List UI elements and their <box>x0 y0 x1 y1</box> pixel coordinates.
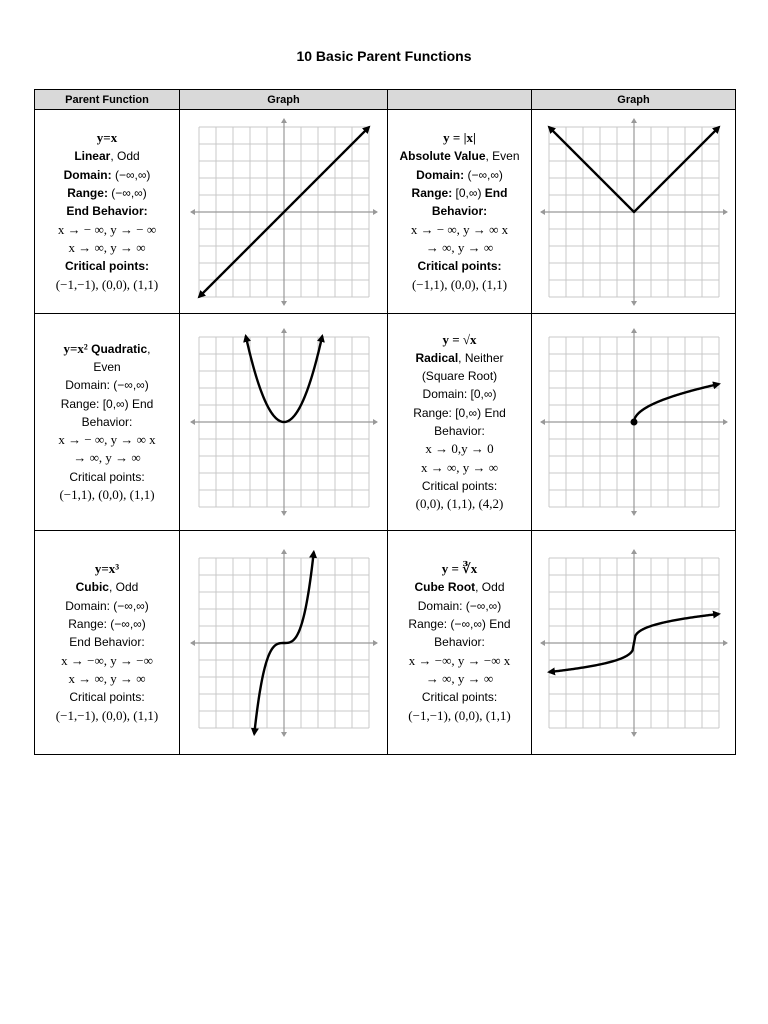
description-line <box>388 385 531 403</box>
function-graph <box>180 314 388 531</box>
description-text: → ∞, y → ∞ <box>425 670 494 686</box>
axis-arrow <box>723 640 728 646</box>
axis-arrow <box>281 118 287 123</box>
axis-arrow <box>281 328 287 333</box>
description-line <box>388 202 531 220</box>
function-description <box>35 314 180 531</box>
description-text: (−1,−1), (0,0), (1,1) <box>408 707 511 723</box>
function-graph <box>532 314 736 531</box>
description-text: (−1,1), (0,0), (1,1) <box>411 276 508 292</box>
description-text: (−∞,∞) <box>107 186 147 201</box>
description-line <box>388 184 531 202</box>
description-text: x → ∞, y → ∞ <box>68 670 146 686</box>
description-text: , Odd <box>475 580 505 595</box>
description-line <box>35 184 179 202</box>
description-line <box>388 440 531 458</box>
description-text: [0,∞) <box>452 186 485 201</box>
description-line <box>388 276 531 294</box>
table-row <box>35 314 736 531</box>
axis-arrow <box>723 209 728 215</box>
function-description <box>388 110 532 314</box>
description-line <box>35 670 179 688</box>
axis-arrow <box>540 419 545 425</box>
description-text: Quadratic <box>87 341 148 356</box>
graph-svg <box>539 322 729 522</box>
description-line <box>388 633 531 651</box>
description-line <box>35 431 179 449</box>
description-line <box>35 597 179 615</box>
description-text: (0,0), (1,1), (4,2) <box>415 496 504 512</box>
function-description <box>388 531 532 755</box>
description-line <box>35 707 179 725</box>
description-line <box>35 688 179 706</box>
description-text: Domain: (−∞,∞) <box>65 378 149 393</box>
axis-arrow <box>540 209 545 215</box>
description-line <box>388 615 531 633</box>
endpoint-dot <box>630 419 637 426</box>
axis-arrow <box>723 419 728 425</box>
description-line <box>35 221 179 239</box>
header-parent-function: Parent Function <box>35 90 180 110</box>
description-text: x → −∞, y → −∞ x <box>408 652 511 668</box>
description-text: Domain: <box>63 167 112 182</box>
description-line <box>35 166 179 184</box>
description-text: , Even <box>485 149 520 164</box>
description-text: End Behavior: <box>66 204 148 219</box>
description-line <box>35 633 179 651</box>
description-line <box>388 688 531 706</box>
description-text: Behavior: <box>431 204 488 219</box>
function-graph <box>532 110 736 314</box>
description-text: x → 0,y → 0 <box>425 441 494 457</box>
table-row <box>35 110 736 314</box>
description-line <box>388 349 531 367</box>
description-text: Range: <box>411 186 453 201</box>
description-text: Cubic <box>75 580 109 595</box>
description-text: Domain: (−∞,∞) <box>417 598 502 613</box>
description-text: Critical points: <box>421 478 498 493</box>
description-line <box>388 459 531 477</box>
axis-arrow <box>631 549 637 554</box>
function-graph <box>532 531 736 755</box>
description-text: End <box>484 186 508 201</box>
description-text: , Odd <box>108 580 139 595</box>
graph-svg <box>189 322 379 522</box>
description-line <box>35 395 179 413</box>
description-line <box>35 340 179 358</box>
description-line <box>35 257 179 275</box>
description-text: y=x² <box>63 340 88 356</box>
description-text: Behavior: <box>81 414 133 429</box>
description-line <box>388 367 531 385</box>
axis-arrow <box>631 511 637 516</box>
description-line <box>35 560 179 578</box>
description-text: x → − ∞, y → ∞ x <box>410 221 509 237</box>
description-text: Range: (−∞,∞) <box>68 617 146 632</box>
description-line <box>388 560 531 578</box>
description-text: y = |x| <box>443 130 476 146</box>
description-text: y = ∛x <box>441 561 478 577</box>
description-line <box>388 239 531 257</box>
description-line <box>388 331 531 349</box>
axis-arrow <box>631 118 637 123</box>
axis-arrow <box>190 640 195 646</box>
function-description <box>388 314 532 531</box>
graph-svg <box>539 543 729 743</box>
function-graph <box>180 110 388 314</box>
description-line <box>388 477 531 495</box>
description-text: Critical points: <box>69 690 145 705</box>
description-text: Domain: <box>416 167 465 182</box>
description-text: Range: (−∞,∞) End <box>408 617 511 632</box>
axis-arrow <box>373 419 378 425</box>
description-line <box>388 707 531 725</box>
description-line <box>388 166 531 184</box>
description-line <box>388 404 531 422</box>
description-line <box>35 147 179 165</box>
description-text: Range: [0,∞) End <box>413 405 506 420</box>
description-text: Absolute Value <box>399 149 486 164</box>
axis-arrow <box>373 209 378 215</box>
description-line <box>388 422 531 440</box>
description-text: Domain: (−∞,∞) <box>65 598 149 613</box>
graph-svg <box>189 543 379 743</box>
graph-svg <box>189 112 379 312</box>
description-text: Critical points: <box>64 259 149 274</box>
axis-arrow <box>190 419 195 425</box>
axis-arrow <box>190 209 195 215</box>
description-text: → ∞, y → ∞ <box>425 239 494 255</box>
description-text: → ∞, y → ∞ <box>73 450 141 466</box>
header-graph: Graph <box>532 90 736 110</box>
description-text: y=x³ <box>94 561 120 577</box>
description-text: Radical <box>415 350 459 365</box>
description-text: Domain: [0,∞) <box>422 387 497 402</box>
description-text: Behavior: <box>434 635 485 650</box>
description-line <box>35 276 179 294</box>
description-line <box>35 578 179 596</box>
description-text: Range: <box>67 186 108 201</box>
axis-arrow <box>281 732 287 737</box>
description-text: End Behavior: <box>69 635 145 650</box>
description-text: x → − ∞, y → − ∞ <box>57 221 157 237</box>
description-line <box>35 129 179 147</box>
description-text: Critical points: <box>417 259 502 274</box>
description-text: x → − ∞, y → ∞ x <box>58 432 156 448</box>
description-text: (−1,−1), (0,0), (1,1) <box>55 276 159 292</box>
description-line <box>388 670 531 688</box>
header-blank <box>388 90 532 110</box>
description-line <box>388 221 531 239</box>
description-line <box>35 652 179 670</box>
description-text: Range: [0,∞) End <box>60 396 154 411</box>
description-text: Behavior: <box>434 424 485 438</box>
description-text: Critical points: <box>421 690 498 705</box>
description-text: , Odd <box>110 149 140 164</box>
axis-arrow <box>631 328 637 333</box>
description-text: Linear <box>74 149 111 164</box>
table-header-row <box>35 90 736 110</box>
description-line <box>35 239 179 257</box>
parent-functions-table <box>34 89 736 755</box>
description-text: (−∞,∞) <box>464 167 503 182</box>
function-description <box>35 110 180 314</box>
header-graph: Graph <box>180 90 388 110</box>
description-text: Even <box>93 359 121 374</box>
description-line <box>388 652 531 670</box>
description-line <box>35 615 179 633</box>
description-text: x → ∞, y → ∞ <box>68 239 146 255</box>
axis-arrow <box>540 640 545 646</box>
description-line <box>35 468 179 486</box>
description-line <box>35 358 179 376</box>
description-text: x → −∞, y → −∞ <box>61 652 153 668</box>
description-line <box>388 597 531 615</box>
function-graph <box>180 531 388 755</box>
description-text: , Neither <box>458 350 504 365</box>
description-text: Critical points: <box>69 469 145 484</box>
description-text: (−1,1), (0,0), (1,1) <box>59 487 155 503</box>
page-title: 10 Basic Parent Functions <box>296 48 472 64</box>
function-description <box>35 531 180 755</box>
axis-arrow <box>373 640 378 646</box>
description-line <box>388 257 531 275</box>
graph-svg <box>539 112 729 312</box>
axis-arrow <box>631 301 637 306</box>
function-curve <box>634 384 719 422</box>
description-text: x → ∞, y → ∞ <box>420 459 499 475</box>
description-text: (−1,−1), (0,0), (1,1) <box>55 707 159 723</box>
description-line <box>388 578 531 596</box>
description-text: y=x <box>96 130 118 146</box>
description-line <box>388 129 531 147</box>
description-text: (−∞,∞) <box>111 167 151 182</box>
description-line <box>35 376 179 394</box>
description-line <box>35 449 179 467</box>
description-line <box>35 486 179 504</box>
description-text: y = √x <box>442 331 477 347</box>
description-line <box>388 495 531 513</box>
description-text: , <box>147 341 151 356</box>
axis-arrow <box>631 732 637 737</box>
table-row <box>35 531 736 755</box>
description-text: Cube Root <box>414 580 476 595</box>
description-text: (Square Root) <box>421 369 498 384</box>
description-line <box>35 413 179 431</box>
axis-arrow <box>281 549 287 554</box>
axis-arrow <box>281 301 287 306</box>
description-line <box>35 202 179 220</box>
axis-arrow <box>281 511 287 516</box>
description-line <box>388 147 531 165</box>
